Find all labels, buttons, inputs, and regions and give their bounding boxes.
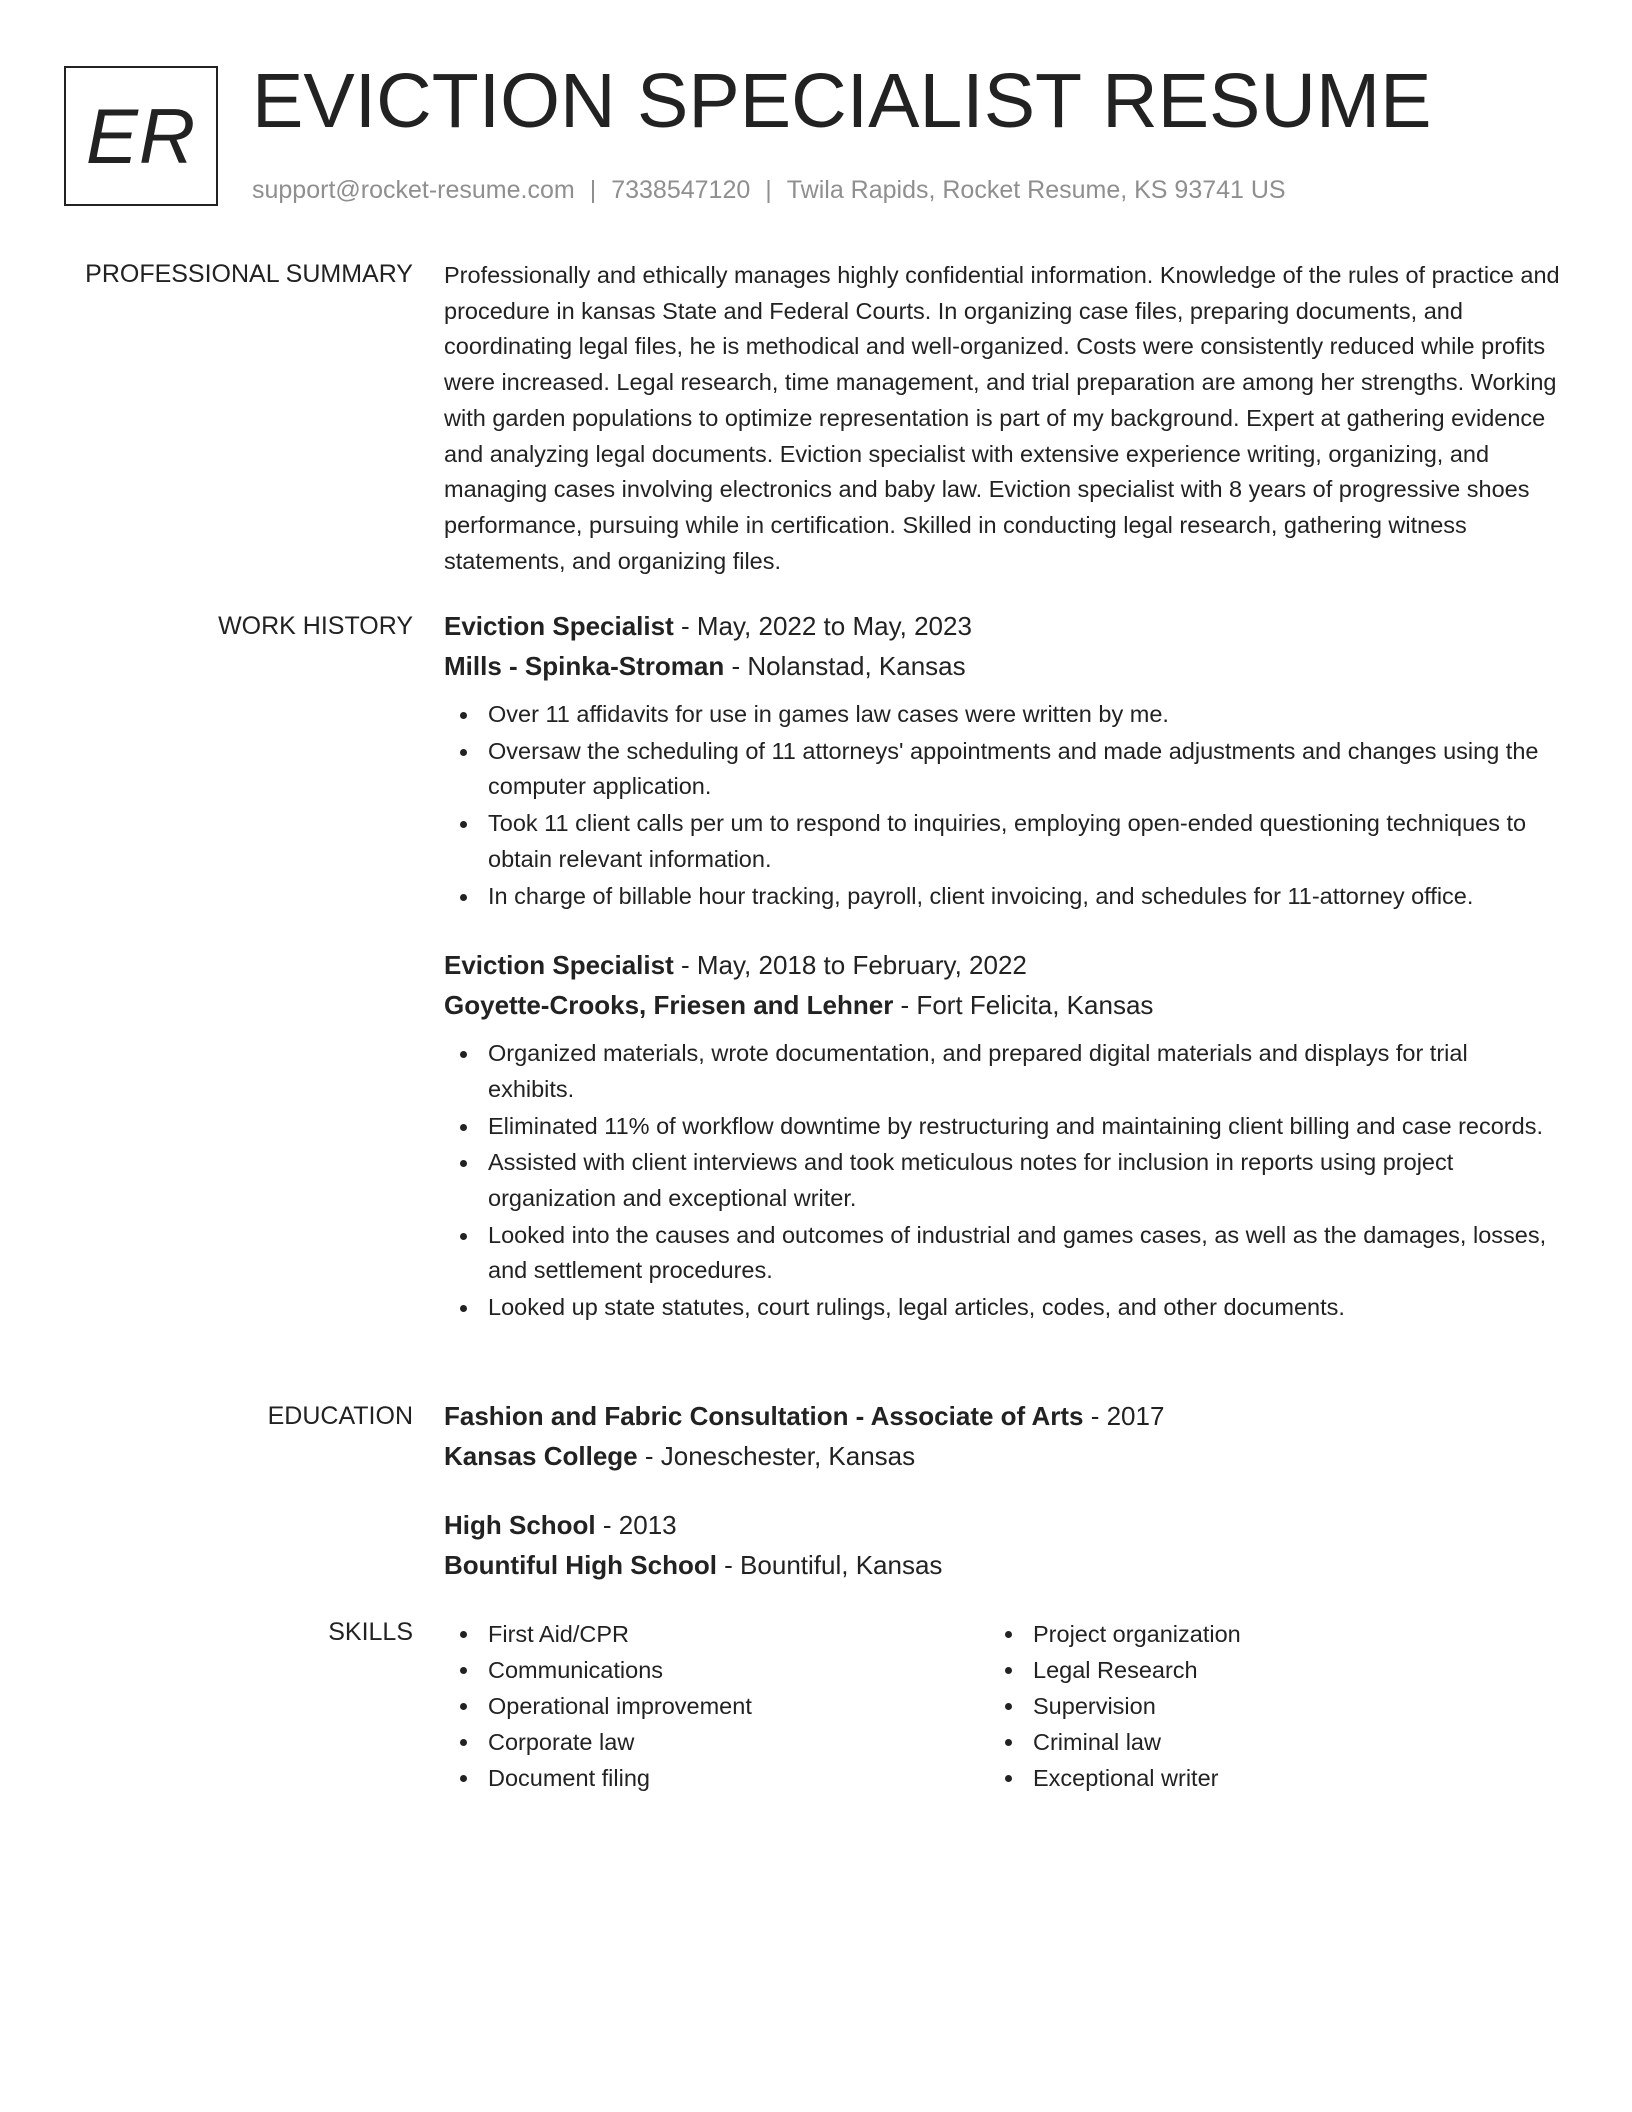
skill-item: First Aid/CPR [444, 1616, 989, 1652]
contact-separator: | [589, 176, 597, 204]
education-school-line [444, 1436, 1560, 1476]
job-title-line [444, 606, 1560, 646]
education-degree-line [444, 1396, 1560, 1436]
education-school: Bountiful High School [444, 1550, 717, 1580]
job-bullet: Oversaw the scheduling of 11 attorneys' appointments and made adjustments and changes using the computer application. [444, 734, 1560, 805]
job-location: - Nolanstad, Kansas [724, 651, 966, 681]
skill-item: Communications [444, 1652, 989, 1688]
skill-item: Document filing [444, 1760, 989, 1796]
job-bullet: Looked up state statutes, court rulings, legal articles, codes, and other documents. [444, 1290, 1560, 1326]
contact-phone: 7338547120 [611, 176, 751, 204]
job-company-line [444, 646, 1560, 686]
job-title: Eviction Specialist [444, 611, 674, 641]
education-degree-line [444, 1505, 1560, 1545]
education-school: Kansas College [444, 1441, 638, 1471]
job-bullets [444, 1036, 1560, 1326]
monogram-initials: ER [85, 91, 197, 180]
job-bullet: Eliminated 11% of workflow downtime by restructuring and maintaining client billing and case records. [444, 1109, 1560, 1145]
skill-item: Legal Research [989, 1652, 1534, 1688]
job-dates: - May, 2022 to May, 2023 [673, 611, 972, 641]
summary-content [444, 258, 1560, 579]
section-label-summary: PROFESSIONAL SUMMARY [85, 260, 413, 288]
job-company: Goyette-Crooks, Friesen and Lehner [444, 990, 894, 1021]
job-company: Mills - Spinka-Stroman [444, 651, 725, 681]
job-location: - Fort Felicita, Kansas [893, 990, 1154, 1021]
job-bullet: Over 11 affidavits for use in games law cases were written by me. [444, 697, 1560, 733]
job-bullet: Organized materials, wrote documentation, and prepared digital materials and displays for trial exhibits. [444, 1036, 1560, 1107]
job-company-line [444, 985, 1560, 1025]
education-entry [444, 1396, 1560, 1476]
skill-item: Project organization [989, 1616, 1534, 1652]
skill-item: Criminal law [989, 1724, 1534, 1760]
job-bullet: Looked into the causes and outcomes of industrial and games cases, as well as the damages, losses, and settlement procedures. [444, 1218, 1560, 1289]
job-title: Eviction Specialist [444, 950, 674, 981]
job-entry [444, 945, 1560, 1326]
education-degree: High School [444, 1510, 596, 1540]
resume-title: EVICTION SPECIALIST RESUME [252, 58, 1432, 144]
education-entry [444, 1505, 1560, 1585]
job-title-line [444, 945, 1560, 985]
section-label-skills: SKILLS [328, 1618, 413, 1646]
education-school-line [444, 1545, 1560, 1585]
contact-line [252, 174, 1286, 206]
education-year: - 2017 [1083, 1401, 1165, 1431]
section-label-work-history: WORK HISTORY [218, 612, 413, 640]
job-bullet: Took 11 client calls per um to respond to inquiries, employing open-ended questioning techniques to obtain relevant information. [444, 806, 1560, 877]
skill-item: Exceptional writer [989, 1760, 1534, 1796]
monogram-badge [64, 66, 218, 206]
contact-address: Twila Rapids, Rocket Resume, KS 93741 US [786, 176, 1286, 204]
job-bullets [444, 697, 1560, 914]
job-bullet: In charge of billable hour tracking, payroll, client invoicing, and schedules for 11-attorney office. [444, 879, 1560, 915]
job-dates: - May, 2018 to February, 2022 [673, 950, 1027, 981]
job-entry [444, 606, 1560, 914]
contact-email: support@rocket-resume.com [252, 176, 575, 204]
skills-column-left [444, 1616, 989, 1796]
contact-separator: | [765, 176, 772, 204]
skill-item: Supervision [989, 1688, 1534, 1724]
education-degree: Fashion and Fabric Consultation - Associate of Arts [444, 1401, 1084, 1431]
education-location: - Bountiful, Kansas [716, 1550, 943, 1580]
work-history-content [444, 606, 1560, 1357]
section-label-education: EDUCATION [267, 1402, 413, 1430]
skills-content [444, 1616, 1560, 1796]
skills-column-right [989, 1616, 1534, 1796]
skill-item: Corporate law [444, 1724, 989, 1760]
job-bullet: Assisted with client interviews and took meticulous notes for inclusion in reports using project organization and exceptional writer. [444, 1145, 1560, 1216]
education-year: - 2013 [595, 1510, 677, 1540]
summary-text: Professionally and ethically manages highly confidential information. Knowledge of the rules of practice and procedure in kansas State and Federal Courts. In organizing case files, preparing documents, and coordinating legal files, he is methodical and well-organized. Costs were consistently reduced while profits were increased. Legal research, time management, and trial preparation are among her strengths. Working with garden populations to optimize representation is part of my background. Expert at gathering evidence and analyzing legal documents. Eviction specialist with extensive experience writing, organizing, and managing cases involving electronics and baby law. Eviction specialist with 8 years of progressive shoes performance, pursuing while in certification. Skilled in conducting legal research, gathering witness statements, and organizing files. [444, 262, 1560, 574]
education-content [444, 1396, 1560, 1614]
skill-item: Operational improvement [444, 1688, 989, 1724]
education-location: - Joneschester, Kansas [637, 1441, 916, 1471]
